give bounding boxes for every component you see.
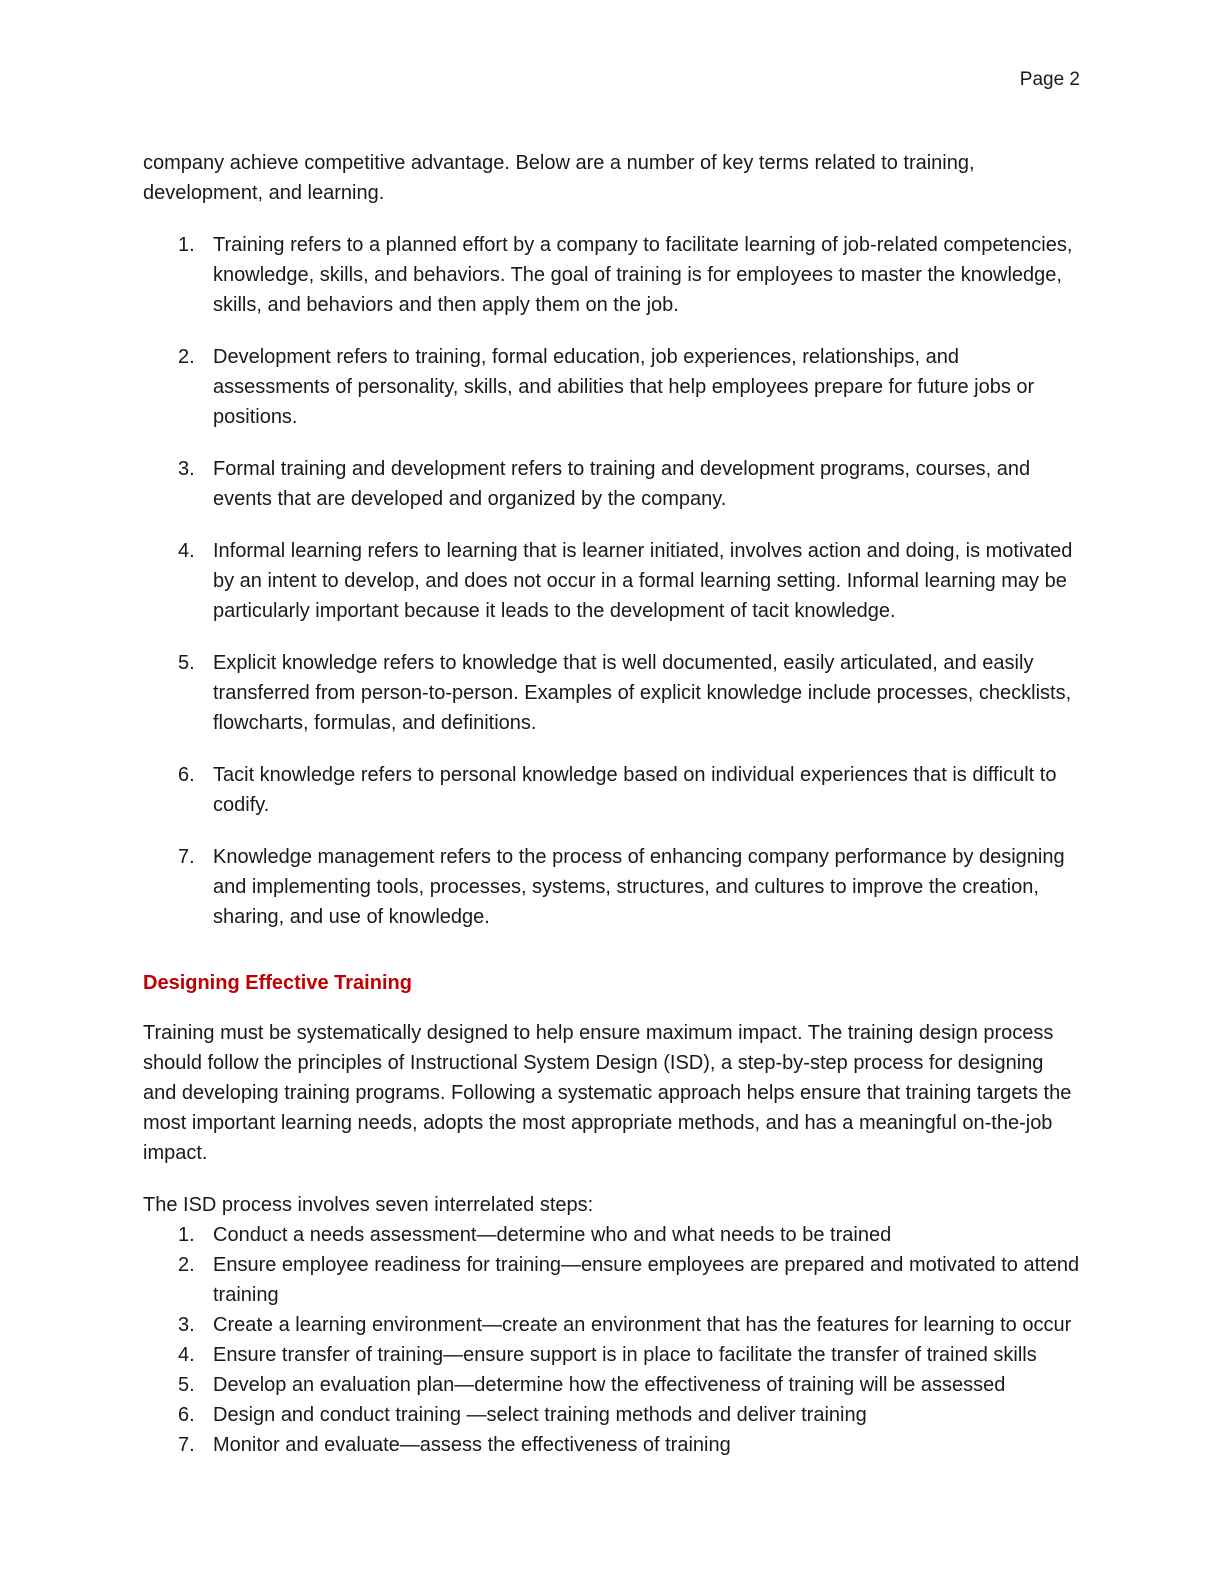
list-number: 5.: [178, 652, 195, 674]
intro-paragraph: company achieve competitive advantage. Below are a number of key terms related to training, development, and learning.: [143, 152, 975, 204]
list-number: 2.: [178, 1254, 195, 1276]
isd-step-item: [143, 1370, 1080, 1400]
list-number: 3.: [178, 458, 195, 480]
list-item-text: Create a learning environment—create an environment that has the features for learning to occur: [213, 1314, 1072, 1336]
key-term-item: [143, 342, 1080, 432]
key-terms-list: [143, 230, 1080, 932]
list-item-text: Ensure transfer of training—ensure support is in place to facilitate the transfer of trained skills: [213, 1344, 1037, 1366]
list-number: 4.: [178, 540, 195, 562]
isd-step-item: [143, 1430, 1080, 1460]
list-item-text: Design and conduct training —select training methods and deliver training: [213, 1404, 867, 1426]
list-item-text: Explicit knowledge refers to knowledge that is well documented, easily articulated, and easily transferred from person-to-person. Examples of explicit knowledge include processes, checklists, flowcharts, formulas, and definitions.: [213, 652, 1072, 734]
list-number: 6.: [178, 764, 195, 786]
list-number: 1.: [178, 1224, 195, 1246]
list-number: 2.: [178, 346, 195, 368]
key-term-item: [143, 230, 1080, 320]
section-heading: Designing Effective Training: [143, 972, 412, 994]
list-number: 3.: [178, 1314, 195, 1336]
list-number: 7.: [178, 846, 195, 868]
list-item-text: Tacit knowledge refers to personal knowledge based on individual experiences that is difficult to codify.: [213, 764, 1057, 816]
list-item-text: Development refers to training, formal education, job experiences, relationships, and assessments of personality, skills, and abilities that help employees prepare for future jobs or positions.: [213, 346, 1035, 428]
key-term-item: [143, 536, 1080, 626]
key-term-item: [143, 842, 1080, 932]
list-number: 6.: [178, 1404, 195, 1426]
list-item-text: Knowledge management refers to the process of enhancing company performance by designing and implementing tools, processes, systems, structures, and cultures to improve the creation, sharing, and use of knowledge.: [213, 846, 1065, 928]
isd-step-item: [143, 1250, 1080, 1310]
section-body-paragraph: Training must be systematically designed to help ensure maximum impact. The training design process should follow the principles of Instructional System Design (ISD), a step-by-step process for designing and developing training programs. Following a systematic approach helps ensure that training targets the most important learning needs, adopts the most appropriate methods, and has a meaningful on-the-job impact.: [143, 1022, 1072, 1164]
list-item-text: Formal training and development refers to training and development programs, courses, and events that are developed and organized by the company.: [213, 458, 1031, 510]
list-item-text: Monitor and evaluate—assess the effectiveness of training: [213, 1434, 731, 1456]
list-item-text: Ensure employee readiness for training—ensure employees are prepared and motivated to attend training: [213, 1254, 1080, 1306]
isd-step-item: [143, 1220, 1080, 1250]
list-item-text: Informal learning refers to learning that is learner initiated, involves action and doing, is motivated by an intent to develop, and does not occur in a formal learning setting. Informal learning may be particularly important because it leads to the development of tacit knowledge.: [213, 540, 1073, 622]
isd-steps-list: [143, 1220, 1080, 1460]
isd-step-item: [143, 1400, 1080, 1430]
key-term-item: [143, 648, 1080, 738]
isd-steps-intro: The ISD process involves seven interrelated steps:: [143, 1194, 594, 1216]
list-item-text: Develop an evaluation plan—determine how the effectiveness of training will be assessed: [213, 1374, 1006, 1396]
list-item-text: Training refers to a planned effort by a company to facilitate learning of job-related competencies, knowledge, skills, and behaviors. The goal of training is for employees to master the knowledge, skills, and behaviors and then apply them on the job.: [213, 234, 1073, 316]
key-term-item: [143, 760, 1080, 820]
page-number: Page 2: [1019, 69, 1080, 90]
list-item-text: Conduct a needs assessment—determine who and what needs to be trained: [213, 1224, 892, 1246]
list-number: 4.: [178, 1344, 195, 1366]
list-number: 1.: [178, 234, 195, 256]
list-number: 7.: [178, 1434, 195, 1456]
isd-step-item: [143, 1310, 1080, 1340]
isd-step-item: [143, 1340, 1080, 1370]
key-term-item: [143, 454, 1080, 514]
list-number: 5.: [178, 1374, 195, 1396]
